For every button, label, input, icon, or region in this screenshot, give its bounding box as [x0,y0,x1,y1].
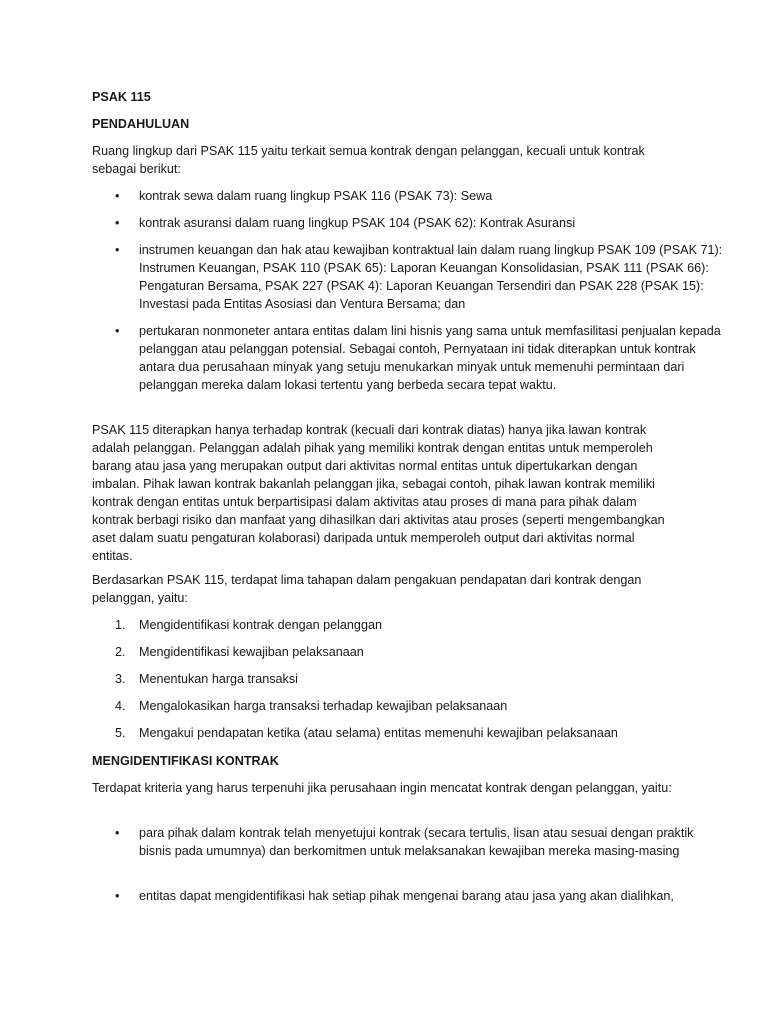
section-heading-identify-contract: MENGIDENTIFIKASI KONTRAK [92,754,279,768]
step-number: 2. [115,645,126,659]
bullet-marker: • [115,189,120,203]
step-text: Mengidentifikasi kontrak dengan pelanggan [139,618,382,632]
criteria-item [92,887,729,905]
exclusion-item [92,214,729,232]
criteria-text: entitas dapat mengidentifikasi hak setiap pihak mengenai barang atau jasa yang akan dialihkan, [139,889,674,903]
doc-title: PSAK 115 [92,90,151,104]
five-steps-intro: Berdasarkan PSAK 115, terdapat lima tahapan dalam pengakuan pendapatan dari kontrak dengan pelanggan, yaitu: [92,573,642,605]
step-number: 3. [115,672,126,686]
criteria-text: para pihak dalam kontrak telah menyetujui kontrak (secara tertulis, lisan atau sesuai dengan praktik bisnis pada umumnya) dan berkomitmen untuk melaksanakan kewajiban mereka masing-masing [139,826,694,858]
criteria-item [92,824,729,860]
exclusion-text: kontrak sewa dalam ruang lingkup PSAK 116 (PSAK 73): Sewa [139,189,493,203]
bullet-marker: • [115,324,120,338]
step-item [92,724,729,742]
bullet-marker: • [115,889,120,903]
step-number: 5. [115,726,126,740]
bullet-marker: • [115,216,120,230]
step-item [92,616,729,634]
exclusion-item [92,322,729,394]
exclusion-text: instrumen keuangan dan hak atau kewajiban kontraktual lain dalam ruang lingkup PSAK 109 (PSAK 71): Instrumen Keuangan, PSAK 110 (PSAK 65): Laporan Keuangan Konsolidasian, PSAK 111 (PSAK 66): Pengaturan Bersama, PSAK 227 (PSAK 4): Laporan Keuangan Tersendiri dan PSAK 228 (PSAK 15): Investasi pada Entitas Asosiasi dan Ventura Bersama; dan [139,243,723,311]
exclusion-item [92,187,729,205]
exclusion-text: kontrak asuransi dalam ruang lingkup PSAK 104 (PSAK 62): Kontrak Asuransi [139,216,576,230]
exclusion-item [92,241,729,313]
intro-paragraph: Ruang lingkup dari PSAK 115 yaitu terkait semua kontrak dengan pelanggan, kecuali untuk kontrak sebagai berikut: [92,144,645,176]
step-item [92,670,729,688]
step-number: 1. [115,618,126,632]
step-text: Mengalokasikan harga transaksi terhadap kewajiban pelaksanaan [139,699,508,713]
bullet-marker: • [115,243,120,257]
criteria-intro: Terdapat kriteria yang harus terpenuhi jika perusahaan ingin mencatat kontrak dengan pelanggan, yaitu: [92,781,672,795]
step-item [92,643,729,661]
bullet-marker: • [115,826,120,840]
section-heading-pendahuluan: PENDAHULUAN [92,117,190,131]
step-text: Menentukan harga transaksi [139,672,298,686]
step-text: Mengakui pendapatan ketika (atau selama) entitas memenuhi kewajiban pelaksanaan [139,726,618,740]
exclusion-text: pertukaran nonmoneter antara entitas dalam lini hisnis yang sama untuk memfasilitasi penjualan kepada pelanggan atau pelanggan potensial. Sebagai contoh, Pernyataan ini tidak diterapkan untuk kontrak antara dua perusahaan minyak yang setuju menukarkan minyak untuk memenuhi permintaan dari pelanggan mereka dalam lokasi tertentu yang berbeda secara tepat waktu. [139,324,721,392]
step-item [92,697,729,715]
step-number: 4. [115,699,126,713]
customer-definition-paragraph: PSAK 115 diterapkan hanya terhadap kontrak (kecuali dari kontrak diatas) hanya jika lawan kontrak adalah pelanggan. Pelanggan adalah pihak yang memiliki kontrak dengan entitas untuk memperoleh barang atau jasa yang merupakan output dari aktivitas normal entitas untuk dipertukarkan dengan imbalan. Pihak lawan kontrak bakanlah pelanggan jika, sebagai contoh, pihak lawan kontrak memiliki kontrak dengan entitas untuk berpartisipasi dalam aktivitas atau proses di mana para pihak dalam kontrak berbagi risiko dan manfaat yang dihasilkan dari aktivitas atau proses (seperti mengembangkan aset dalam suatu pengaturan kolaborasi) daripada untuk memperoleh output dari aktivitas normal entitas. [92,423,665,563]
step-text: Mengidentifikasi kewajiban pelaksanaan [139,645,364,659]
